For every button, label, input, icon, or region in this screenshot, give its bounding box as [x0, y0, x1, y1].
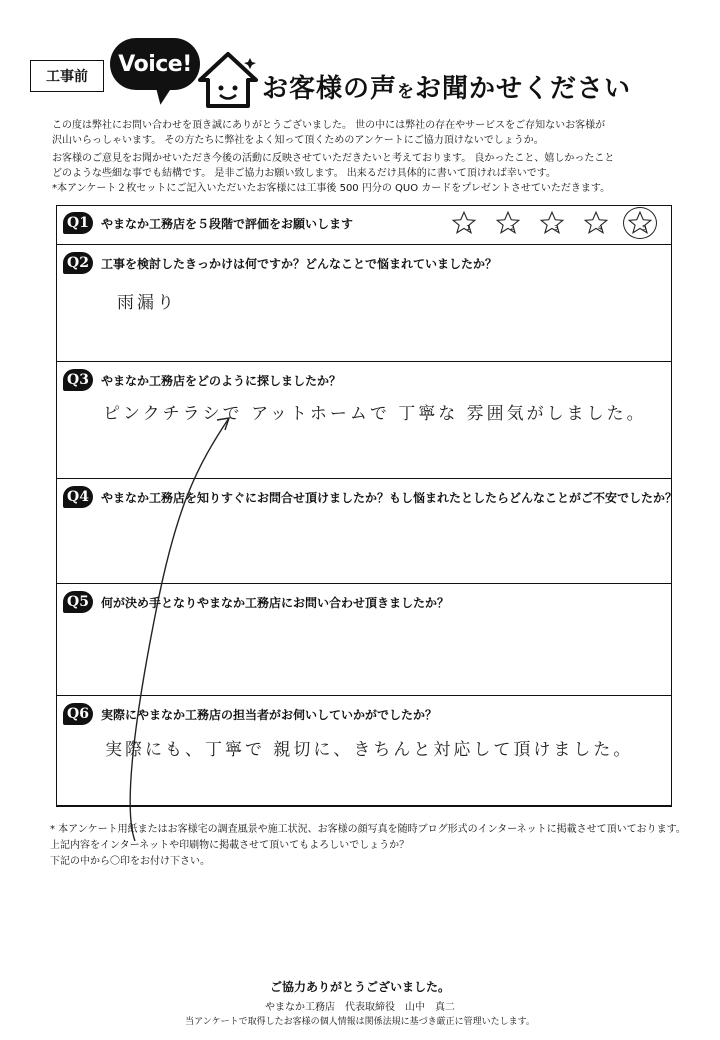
rating-stars [451, 210, 653, 236]
question-1 [57, 206, 671, 245]
footer-note: 下記の中から〇印をお付け下さい。 [50, 856, 210, 867]
q-text: 何が決め手となりやまなか工務店にお問い合わせ頂きましたか？ [101, 595, 450, 610]
q-badge: Q1 [63, 212, 93, 234]
star-icon[interactable]: 1 [451, 210, 477, 236]
intro-line: 沢山いらっしゃいます。 その方たちに弊社をよく知って頂くためのアンケートにご協力頂けないでしょうか。 [52, 135, 544, 146]
handwritten-answer: 雨漏り [117, 293, 177, 313]
q-text: やまなか工務店をどのように探しましたか？ [101, 373, 342, 388]
footer-note: * 本アンケート用紙またはお客様宅の調査風景や施工状況、お客様の顔写真を随時ブログ形式のインターネットに掲載させて頂いております。 [50, 824, 686, 835]
thanks-text: ご協力ありがとうございました。 [269, 980, 450, 994]
q-badge: Q5 [63, 591, 93, 613]
intro-line: この度は弊社にお問い合わせを頂き誠にありがとうございました。 世の中には弊社の存在やサービスをご存知ないお客様が [52, 120, 606, 131]
question-2 [57, 246, 671, 362]
star-icon[interactable]: 2 [495, 210, 521, 236]
star-icon[interactable]: 3 [539, 210, 565, 236]
house-smile-icon [196, 50, 260, 110]
handwritten-answer: 実際にも、丁寧で 親切に、きちんと対応して頂けました。 [105, 740, 634, 760]
q-text: やまなか工務店を知りすぐにお問合せ頂けましたか？もし悩まれたとしたらどんなことがご不安でしたか？ [101, 490, 678, 505]
questionnaire-frame [56, 205, 678, 807]
intro-line: どのような些細な事でも結構です。 是非ご協力お願い致します。 出来るだけ具体的に書いて頂ければ幸いです。 [52, 168, 556, 179]
handwritten-arrow-icon [117, 406, 237, 856]
before-construction-tag: 工事前 [30, 60, 104, 92]
intro-line: *本アンケート２枚セットにご記入いただいたお客様には工事後 500 円分の QUO カードをプレゼントさせていただきます。 [52, 183, 611, 194]
star-icon-selected[interactable]: 5 [627, 210, 653, 236]
q-badge: Q6 [63, 703, 93, 725]
page-title: お客様の声をお聞かせください [262, 74, 632, 104]
handwritten-answer: ピンクチラシで アットホームで 丁寧な 雰囲気がしました。 [103, 404, 647, 424]
selection-circle [623, 207, 657, 239]
q-badge: Q2 [63, 252, 93, 274]
company-signature: やまなか工務店 代表取締役 山中 真二 [265, 1002, 455, 1013]
voice-logo: Voice! [110, 38, 200, 90]
q-badge: Q3 [63, 369, 93, 391]
q-text: やまなか工務店を５段階で評価をお願いします [101, 216, 354, 231]
footer-note: 上記内容をインターネットや印刷物に掲載させて頂いてもよろしいでしょうか？ [50, 840, 410, 851]
star-icon[interactable]: 4 [583, 210, 609, 236]
privacy-note: 当アンケートで取得したお客様の個人情報は関係法規に基づき厳正に管理いたします。 [185, 1017, 535, 1027]
q-text: 工事を検討したきっかけは何ですか？どんなことで悩まれていましたか？ [101, 256, 498, 271]
q-badge: Q4 [63, 486, 93, 508]
q-text: 実際にやまなか工務店の担当者がお伺いしていかがでしたか？ [101, 707, 438, 722]
intro-line: お客様のご意見をお聞かせいただき今後の活動に反映させていただきたいと考えております。 良かったこと、嬉しかったこと [52, 153, 615, 164]
